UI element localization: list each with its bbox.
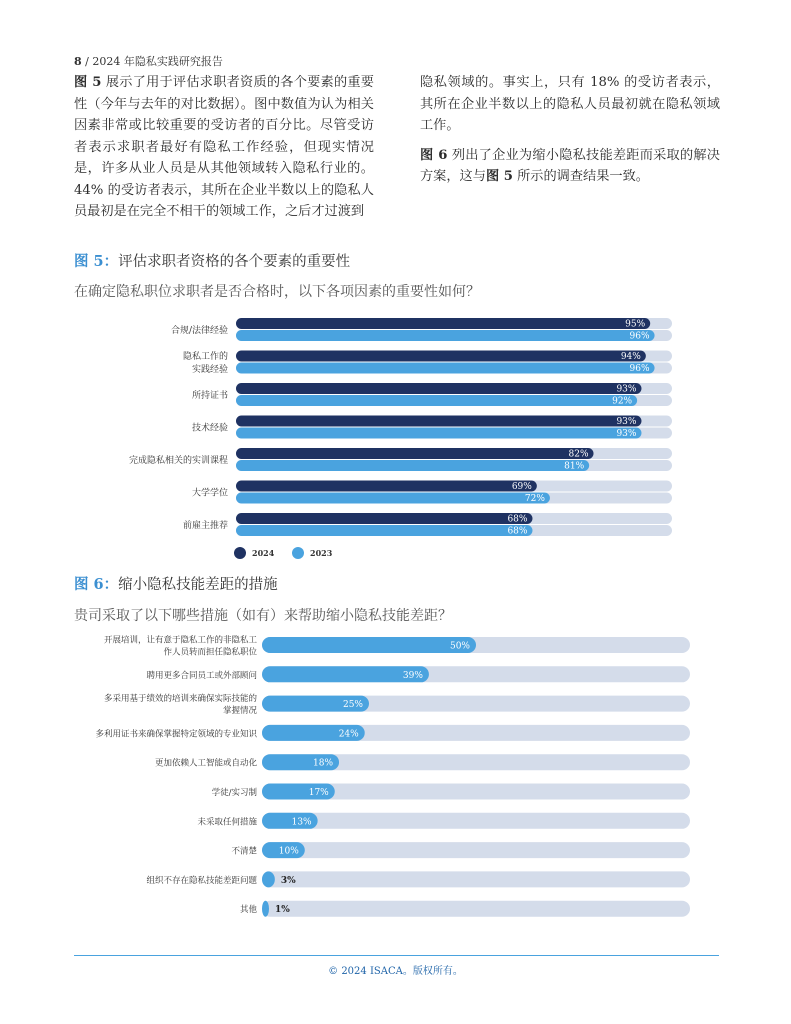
data-label: 3% (280, 875, 296, 886)
report-title: 2024 年隐私实践研究报告 (92, 55, 223, 68)
bar-2024 (236, 481, 537, 492)
data-label: 24% (338, 729, 359, 740)
data-label: 68% (507, 526, 528, 537)
data-label: 1% (275, 905, 290, 916)
paragraph (74, 72, 374, 223)
data-label: 95% (625, 319, 646, 330)
bar (262, 901, 269, 917)
category-label: 完成隐私相关的实训课程 (128, 456, 228, 466)
bar-track (262, 813, 690, 829)
bar-2024 (236, 448, 594, 459)
figure-reference: 图 5 (74, 75, 102, 90)
bar-2024 (236, 351, 646, 362)
bar (262, 871, 275, 887)
bar-2023 (236, 330, 655, 341)
body-text-right-column (420, 72, 720, 196)
bar-2023 (236, 428, 641, 439)
data-label: 92% (612, 396, 633, 407)
bar-2024 (236, 416, 641, 427)
category-label: 前雇主推荐 (182, 521, 228, 531)
bar-track (262, 871, 690, 887)
footer-divider (74, 955, 719, 956)
legend-marker-2024 (234, 547, 246, 559)
page-number: 8 (74, 55, 82, 68)
category-label: 作人员转而担任隐私职位 (163, 647, 257, 658)
body-text-left-column (74, 72, 374, 231)
bar-track (262, 842, 690, 858)
legend-label: 2023 (310, 548, 333, 558)
bar-track (262, 901, 690, 917)
data-label: 18% (313, 758, 334, 769)
category-label: 组织不存在隐私技能差距问题 (146, 875, 257, 886)
category-label: 不清楚 (231, 846, 257, 857)
data-label: 69% (511, 482, 532, 492)
data-label: 17% (308, 788, 329, 798)
data-label: 93% (616, 384, 637, 395)
figure6-chart (0, 625, 791, 925)
data-label: 50% (449, 641, 470, 652)
category-label: 合规/法律经验 (170, 326, 228, 336)
category-label: 隐私工作的 (182, 352, 228, 362)
text-run: 列出了企业为缩小隐私技能差距而采取的解决方案，这与 (420, 147, 720, 184)
figure-reference: 图 5 (485, 169, 513, 184)
bar-2023 (236, 493, 550, 504)
legend-marker-2023 (292, 547, 304, 559)
category-label: 掌握情况 (222, 706, 257, 717)
bar-2024 (236, 513, 532, 524)
header-separator: / (85, 55, 89, 68)
text-run: 所示的调查结果一致。 (512, 169, 649, 184)
paragraph (420, 72, 720, 137)
category-label: 学徒/实习制 (211, 788, 257, 798)
bar-2023 (236, 460, 589, 471)
data-label: 39% (402, 670, 423, 681)
bar (262, 637, 476, 653)
category-label: 聘用更多合同员工或外部顾问 (146, 670, 257, 681)
data-label: 94% (620, 352, 641, 362)
figure6-title-text: 缩小隐私技能差距的措施 (118, 577, 278, 593)
data-label: 72% (524, 494, 545, 504)
bar-2024 (236, 318, 650, 329)
data-label: 68% (507, 514, 528, 525)
figure6-label: 图 6： (74, 576, 119, 593)
figure5-label: 图 5： (74, 253, 119, 270)
data-label: 96% (629, 364, 650, 374)
bar-2023 (236, 363, 655, 374)
legend-label: 2024 (252, 548, 275, 558)
figure5-question: 在确定隐私职位求职者是否合格时，以下各项因素的重要性如何？ (74, 284, 480, 300)
figure5-title (74, 250, 350, 271)
category-label: 未采取任何措施 (197, 817, 257, 828)
data-label: 82% (568, 449, 589, 460)
text-run: 隐私领域的。事实上，只有 18% 的受访者表示，其所在企业半数以上的隐私人员最初就在隐私领域工作。 (420, 75, 720, 133)
figure5-title-text: 评估求职者资格的各个要素的重要性 (118, 254, 351, 270)
page-header (74, 53, 223, 69)
figure6-title (74, 573, 278, 594)
data-label: 96% (629, 331, 650, 342)
category-label: 技术经验 (191, 423, 228, 434)
category-label: 多利用证书来确保掌握特定领域的专业知识 (95, 729, 257, 740)
data-label: 13% (291, 817, 312, 828)
category-label: 实践经验 (191, 365, 228, 375)
bar-2023 (236, 525, 532, 536)
data-label: 93% (616, 429, 637, 439)
data-label: 25% (342, 700, 363, 711)
category-label: 多采用基于绩效的培训来确保实际技能的 (103, 694, 257, 705)
category-label: 所持证书 (191, 391, 228, 401)
page-footer: © 2024 ISACA。版权所有。 (328, 966, 463, 977)
text-run: 展示了用于评估求职者资质的各个要素的重要性（今年与去年的对比数据）。图中数值为认为相关因素非常或比较重要的受访者的百分比。尽管受访者表示求职者最好有隐私工作经验，但现实情况是，许多从业人员是从其他领域转入隐私行业的。44% 的受访者表示，其所在企业半数以上的隐私人员最初是在完全不相干的领域工作，之后才过渡到 (74, 75, 374, 219)
bar-2024 (236, 383, 641, 394)
figure-reference: 图 6 (420, 147, 448, 163)
category-label: 大学学位 (191, 488, 228, 499)
figure5-chart (0, 305, 791, 570)
paragraph (420, 145, 720, 188)
data-label: 93% (616, 417, 637, 427)
data-label: 81% (564, 461, 585, 472)
bar-2023 (236, 395, 637, 406)
category-label: 更加依赖人工智能或自动化 (154, 758, 257, 769)
category-label: 其他 (239, 905, 257, 916)
figure6-question: 贵司采取了以下哪些措施（如有）来帮助缩小隐私技能差距？ (74, 608, 452, 624)
data-label: 10% (278, 846, 299, 857)
category-label: 开展培训，让有意于隐私工作的非隐私工 (103, 635, 257, 646)
